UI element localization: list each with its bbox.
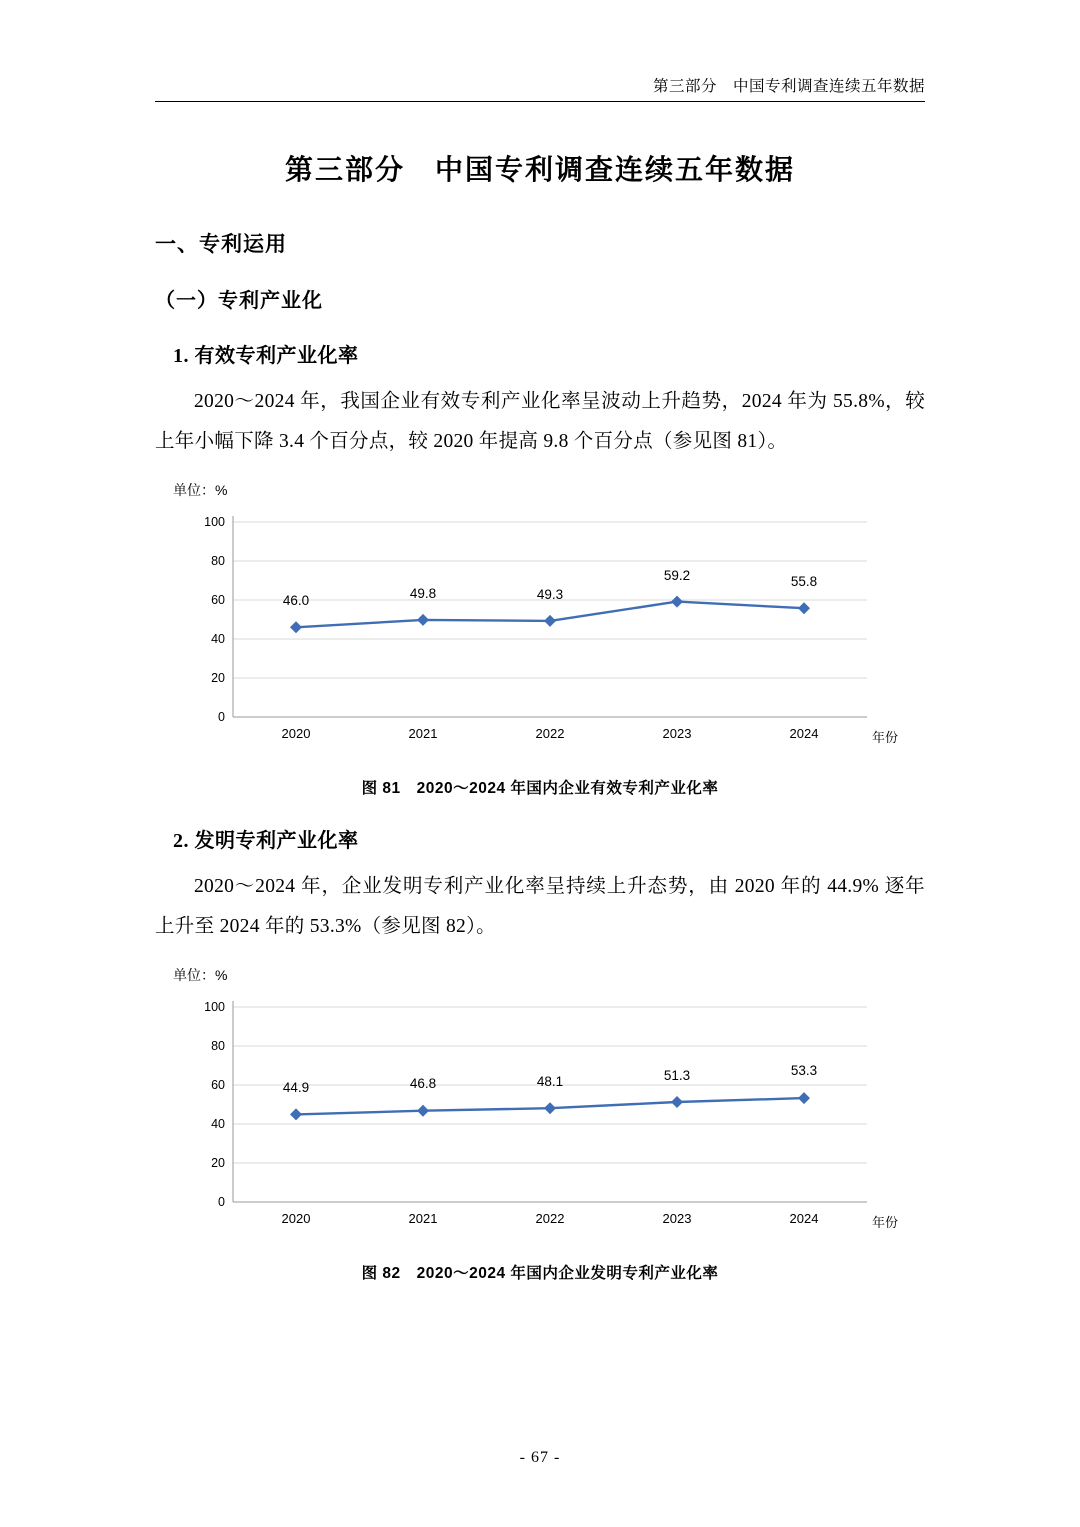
data-label-3: 51.3 <box>663 1068 691 1083</box>
x-tick-2020: 2020 <box>281 726 311 741</box>
y-tick-40: 40 <box>211 1117 225 1131</box>
figure-caption-81: 图 81 2020～2024 年国内企业有效专利产业化率 <box>361 780 719 797</box>
item-heading-1: 1. 有效专利产业化率 <box>173 345 359 367</box>
x-tick-2022: 2022 <box>535 1211 565 1226</box>
x-tick-2024: 2024 <box>789 726 819 741</box>
x-tick-2021: 2021 <box>408 1211 438 1226</box>
line-chart-81 <box>155 502 925 752</box>
data-label-1: 46.8 <box>409 1076 437 1091</box>
paragraph-1: 2020～2024 年，我国企业有效专利产业化率呈波动上升趋势，2024 年为 55.8%，较上年小幅下降 3.4 个百分点，较 2020 年提高 9.8 个百分点（参见图 81）。 <box>155 391 925 452</box>
chart-area-82 <box>155 987 925 1245</box>
line-chart-82 <box>155 987 925 1237</box>
paragraph-2: 2020～2024 年，企业发明专利产业化率呈持续上升态势，由 2020 年的 44.9% 逐年上升至 2024 年的 53.3%（参见图 82）。 <box>155 876 925 937</box>
x-tick-2023: 2023 <box>662 1211 692 1226</box>
x-axis-title-82: 年份 <box>871 1215 899 1230</box>
data-label-3: 59.2 <box>663 568 691 583</box>
x-axis-title-81: 年份 <box>871 730 899 745</box>
y-tick-100: 100 <box>204 515 225 529</box>
running-header: 第三部分 中国专利调查连续五年数据 <box>652 78 925 95</box>
data-label-1: 49.8 <box>409 586 437 601</box>
data-label-0: 44.9 <box>282 1080 310 1095</box>
section-heading-1: 一、专利运用 <box>155 232 287 256</box>
x-tick-2022: 2022 <box>535 726 565 741</box>
y-tick-100: 100 <box>204 1000 225 1014</box>
y-tick-80: 80 <box>211 1039 225 1053</box>
x-tick-2021: 2021 <box>408 726 438 741</box>
data-label-2: 48.1 <box>536 1074 564 1089</box>
y-tick-60: 60 <box>211 1078 225 1092</box>
x-tick-2023: 2023 <box>662 726 692 741</box>
page-content <box>155 120 925 1283</box>
subsection-heading-1: （一）专利产业化 <box>155 290 323 312</box>
y-tick-40: 40 <box>211 632 225 646</box>
x-tick-2024: 2024 <box>789 1211 819 1226</box>
y-tick-0: 0 <box>218 710 225 724</box>
chart-unit-label-81: 单位：% <box>173 482 228 498</box>
figure-82 <box>155 965 925 1283</box>
y-tick-0: 0 <box>218 1195 225 1209</box>
figure-81 <box>155 480 925 798</box>
chart-area-81 <box>155 502 925 760</box>
page-title: 第三部分 中国专利调查连续五年数据 <box>284 155 795 186</box>
series-markers <box>290 1092 810 1120</box>
x-tick-2020: 2020 <box>281 1211 311 1226</box>
y-tick-20: 20 <box>211 671 225 685</box>
page-number: - 67 - <box>519 1449 561 1466</box>
item-heading-2: 2. 发明专利产业化率 <box>173 830 359 852</box>
y-tick-80: 80 <box>211 554 225 568</box>
chart-unit-label-82: 单位：% <box>173 967 228 983</box>
y-tick-20: 20 <box>211 1156 225 1170</box>
data-label-4: 53.3 <box>790 1063 818 1078</box>
header-rule <box>155 101 925 102</box>
data-label-0: 46.0 <box>282 593 310 608</box>
figure-caption-82: 图 82 2020～2024 年国内企业发明专利产业化率 <box>361 1265 719 1282</box>
y-tick-60: 60 <box>211 593 225 607</box>
data-label-4: 55.8 <box>790 574 818 589</box>
data-label-2: 49.3 <box>536 587 564 602</box>
